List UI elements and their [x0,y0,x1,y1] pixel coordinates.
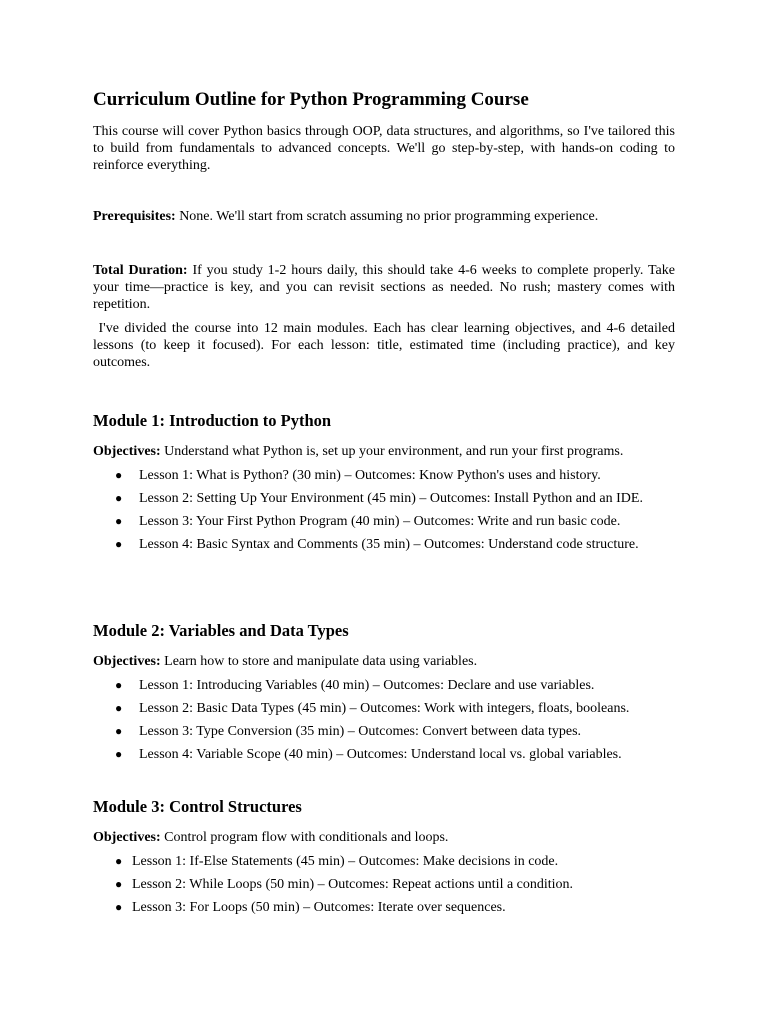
lesson-item [115,853,675,870]
lesson-item [115,513,675,530]
lesson-item [115,746,675,763]
bullet-icon: ● [115,537,123,551]
structure-paragraph: I've divided the course into 12 main modules. Each has clear learning objectives, and 4-6 detailed lessons (to keep it focused). For each lesson: title, estimated time (including practice), and key outcomes. [93,321,679,370]
lesson-item [115,536,675,553]
module-1-objectives-text: Understand what Python is, set up your environment, and run your first programs. [160,444,624,459]
bullet-icon: ● [115,747,123,761]
bullet-icon: ● [115,900,123,914]
lesson-text: Lesson 2: While Loops (50 min) – Outcomes: Repeat actions until a condition. [132,877,574,892]
bullet-icon: ● [115,724,123,738]
lesson-text: Lesson 2: Basic Data Types (45 min) – Outcomes: Work with integers, floats, booleans. [139,701,630,716]
lesson-text: Lesson 3: For Loops (50 min) – Outcomes: Iterate over sequences. [132,900,506,915]
module-2-objectives [93,653,675,670]
lesson-text: Lesson 1: Introducing Variables (40 min) – Outcomes: Declare and use variables. [139,678,595,693]
bullet-icon: ● [115,468,123,482]
bullet-icon: ● [115,701,123,715]
module-3-heading: Module 3: Control Structures [93,797,302,816]
module-2-objectives-label: Objectives: [93,654,161,669]
lesson-text: Lesson 3: Type Conversion (35 min) – Outcomes: Convert between data types. [139,724,582,739]
lesson-text: Lesson 1: If-Else Statements (45 min) – Outcomes: Make decisions in code. [132,854,559,869]
lesson-item [115,700,675,717]
module-1-objectives-label: Objectives: [93,444,161,459]
module-3-objectives-label: Objectives: [93,830,161,845]
lesson-text: Lesson 2: Setting Up Your Environment (45 min) – Outcomes: Install Python and an IDE. [139,491,643,506]
module-3-objectives [93,829,675,846]
module-3-objectives-text: Control program flow with conditionals and loops. [160,830,449,845]
prerequisites-paragraph [93,208,675,225]
prerequisites-label: Prerequisites: [93,209,176,224]
bullet-icon: ● [115,854,123,868]
lesson-text: Lesson 4: Basic Syntax and Comments (35 min) – Outcomes: Understand code structure. [139,537,639,552]
module-2-objectives-text: Learn how to store and manipulate data using variables. [160,654,478,669]
prerequisites-text: None. We'll start from scratch assuming no prior programming experience. [175,209,599,224]
lesson-item [115,723,675,740]
module-1-lesson-list [115,467,675,559]
module-3-lesson-list [115,853,675,922]
module-1-objectives [93,443,675,460]
bullet-icon: ● [115,514,123,528]
lesson-item [115,876,675,893]
duration-label: Total Duration: [93,263,188,278]
lesson-text: Lesson 3: Your First Python Program (40 min) – Outcomes: Write and run basic code. [139,514,621,529]
lesson-text: Lesson 1: What is Python? (30 min) – Outcomes: Know Python's uses and history. [139,468,601,483]
bullet-icon: ● [115,491,123,505]
bullet-icon: ● [115,678,123,692]
lesson-text: Lesson 4: Variable Scope (40 min) – Outcomes: Understand local vs. global variables. [139,747,622,762]
intro-paragraph: This course will cover Python basics through OOP, data structures, and algorithms, so I've tailored this to build from fundamentals to advanced concepts. We'll go step-by-step, with hands-on coding to reinforce everything. [93,124,675,173]
lesson-item [115,899,675,916]
lesson-item [115,677,675,694]
lesson-item [115,467,675,484]
bullet-icon: ● [115,877,123,891]
lesson-item [115,490,675,507]
duration-paragraph [93,262,675,313]
duration-text: If you study 1-2 hours daily, this should take 4-6 weeks to complete properly. Take your time—practice is key, and you can revisit sections as needed. No rush; mastery comes with repetition. [93,263,675,312]
document-title: Curriculum Outline for Python Programming Course [93,89,529,110]
module-2-heading: Module 2: Variables and Data Types [93,621,349,640]
module-1-heading: Module 1: Introduction to Python [93,411,332,430]
module-2-lesson-list [115,677,675,769]
